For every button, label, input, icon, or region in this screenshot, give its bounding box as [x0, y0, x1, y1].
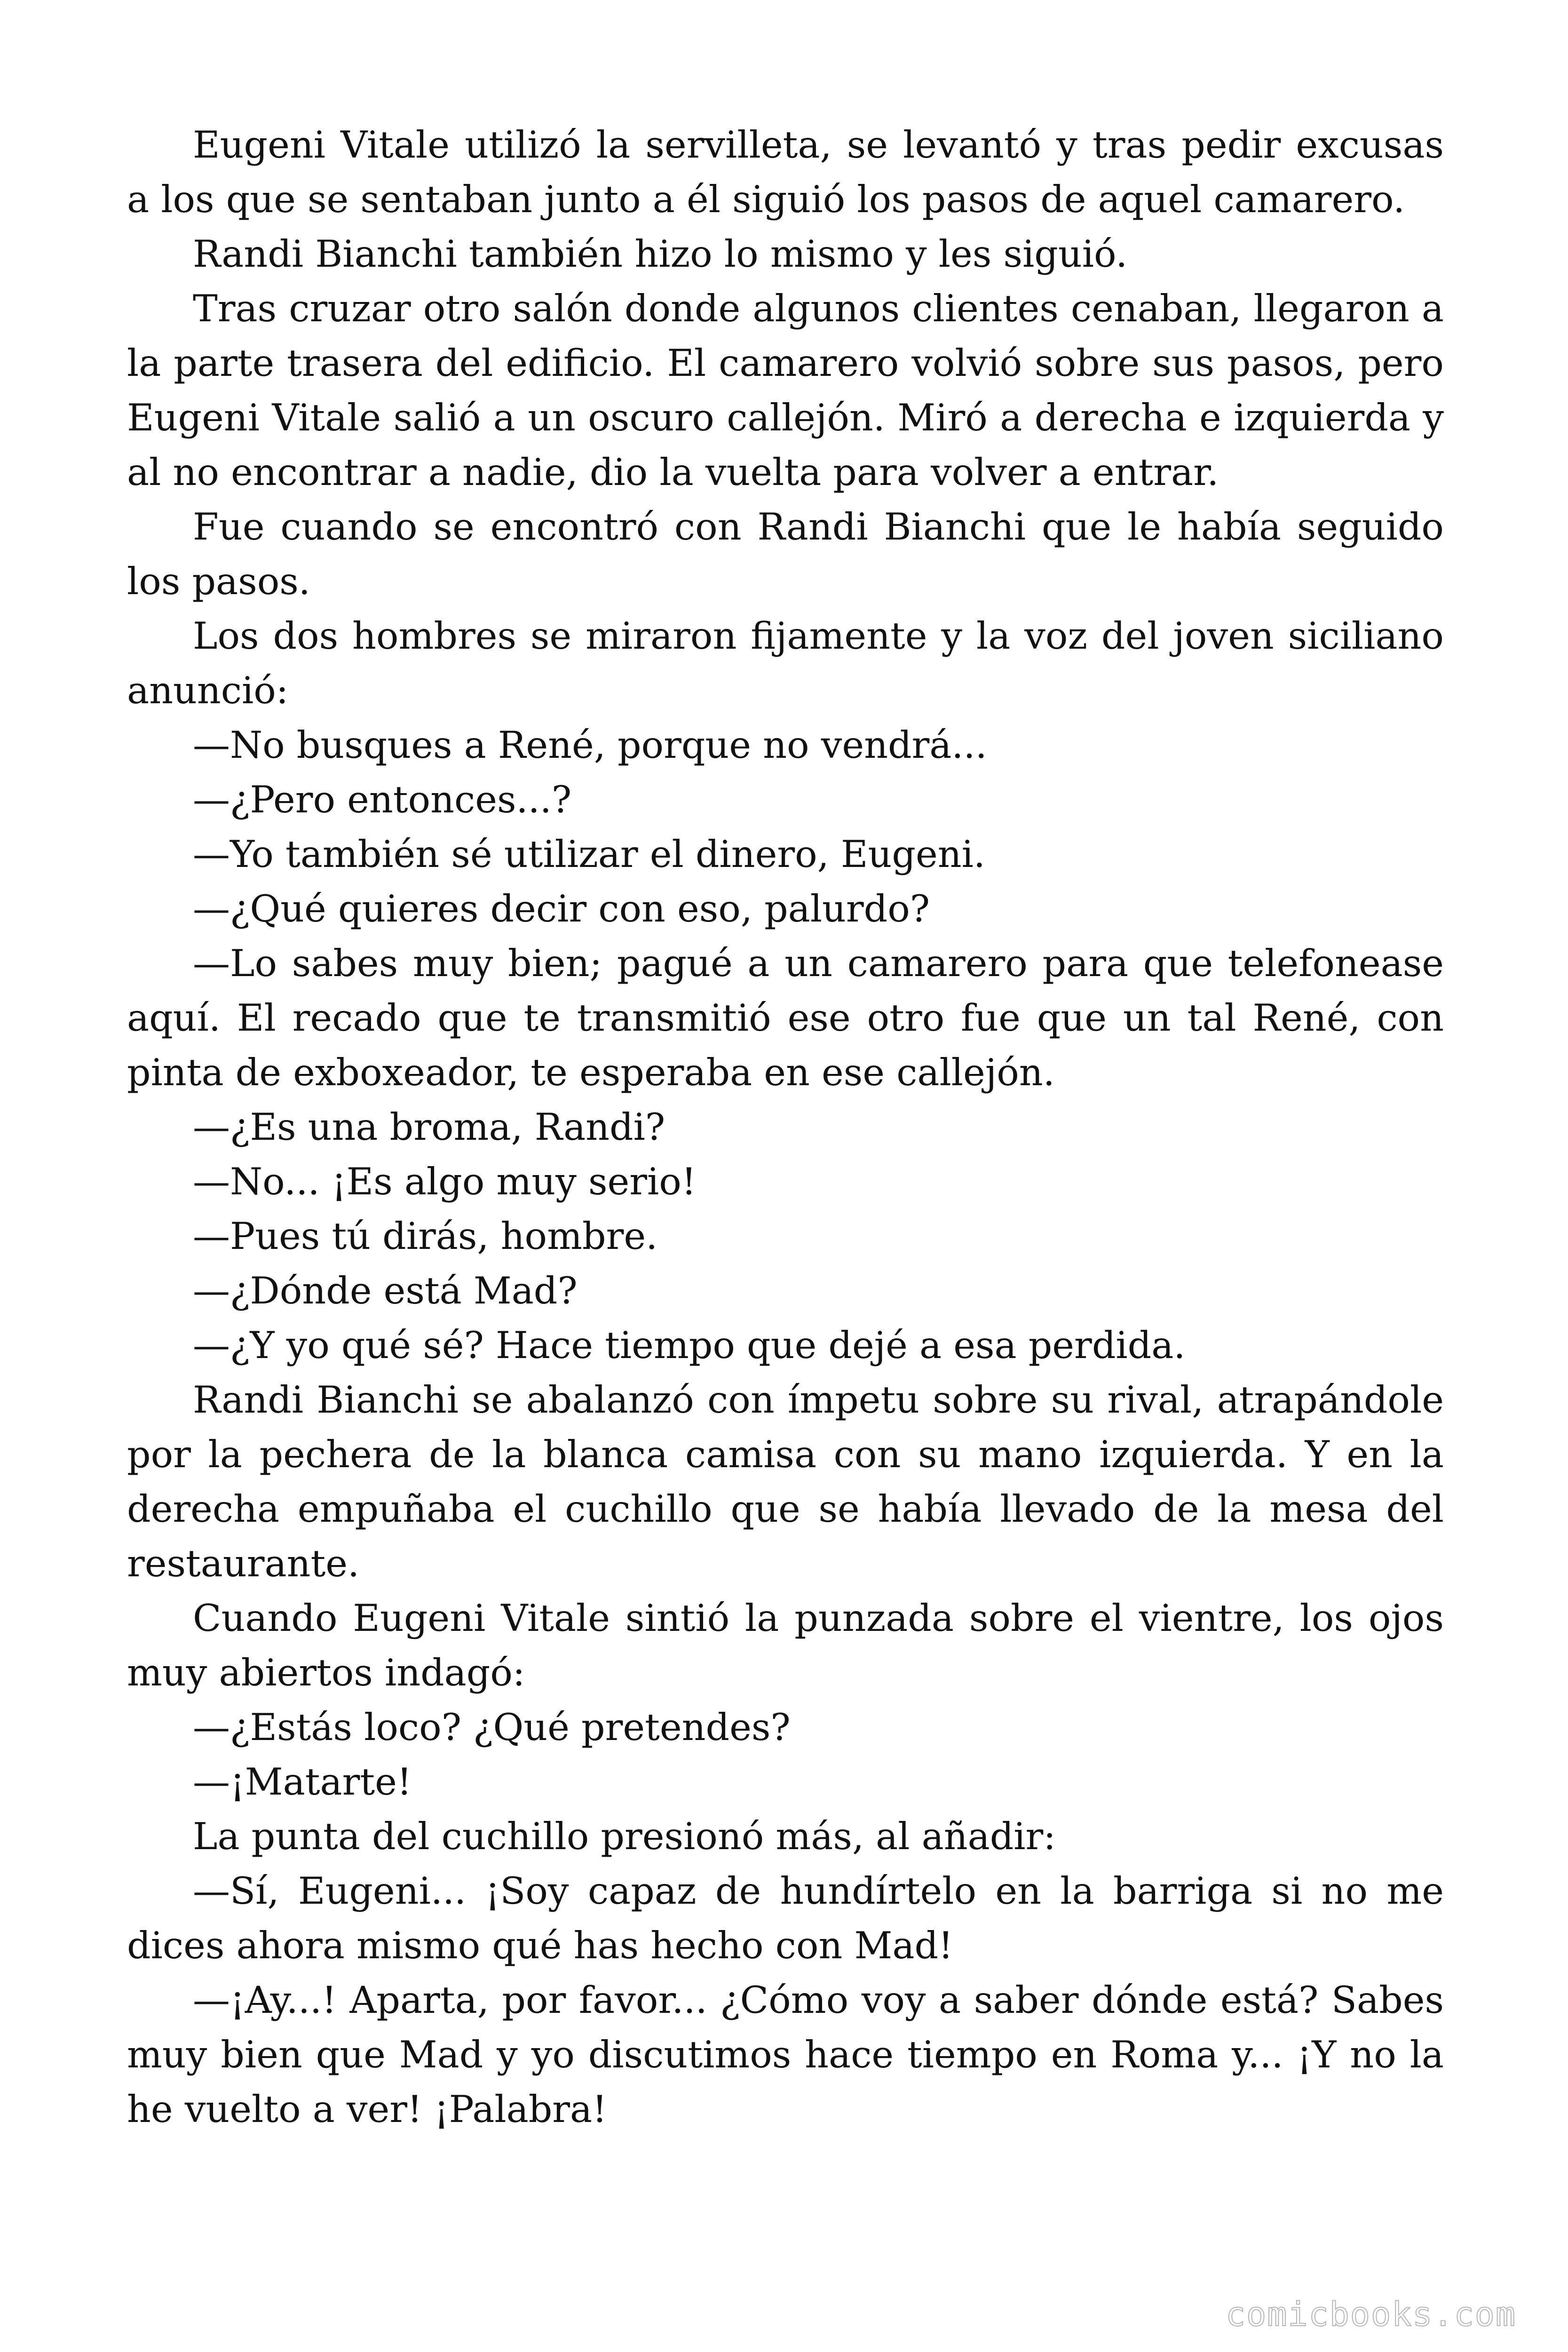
- dialogue-line: —No busques a René, porque no vendrá...: [193, 723, 987, 767]
- paragraph: La punta del cuchillo presionó más, al añadir:: [193, 1815, 1056, 1858]
- book-page-text: [127, 118, 1444, 2137]
- dialogue-line: —¿Y yo qué sé? Hace tiempo que dejé a esa perdida.: [193, 1324, 1186, 1367]
- dialogue-line: —Sí, Eugeni... ¡Soy capaz de hundírtelo en la barriga si no me dices ahora mismo qué has hecho con Mad!: [127, 1869, 1444, 1967]
- paragraph: Los dos hombres se miraron fijamente y la voz del joven siciliano anunció:: [127, 614, 1444, 712]
- paragraph: Fue cuando se encontró con Randi Bianchi que le había seguido los pasos.: [127, 505, 1444, 603]
- paragraph: Eugeni Vitale utilizó la servilleta, se levantó y tras pedir excusas a los que se sentaban junto a él siguió los pasos de aquel camarero.: [127, 123, 1444, 221]
- paragraph: Randi Bianchi también hizo lo mismo y les siguió.: [193, 232, 1128, 276]
- dialogue-line: —Lo sabes muy bien; pagué a un camarero para que telefonease aquí. El recado que te transmitió ese otro fue que un tal René, con pinta de exboxeador, te esperaba en ese callejón.: [127, 942, 1444, 1094]
- dialogue-line: —¿Pero entonces...?: [193, 778, 572, 821]
- dialogue-line: —¿Qué quieres decir con eso, palurdo?: [193, 887, 930, 930]
- paragraph: Tras cruzar otro salón donde algunos clientes cenaban, llegaron a la parte trasera del edificio. El camarero volvió sobre sus pasos, pero Eugeni Vitale salió a un oscuro callejón. Miró a derecha e izquierda y al no encontrar a nadie, dio la vuelta para volver a entrar.: [127, 287, 1444, 494]
- dialogue-line: —¿Estás loco? ¿Qué pretendes?: [193, 1706, 791, 1749]
- watermark: comicbooks.com: [1225, 2295, 1516, 2334]
- paragraph: Cuando Eugeni Vitale sintió la punzada sobre el vientre, los ojos muy abiertos indagó:: [127, 1597, 1444, 1694]
- dialogue-line: —¡Ay...! Aparta, por favor... ¿Cómo voy a saber dónde está? Sabes muy bien que Mad y yo discutimos hace tiempo en Roma y... ¡Y no la he vuelto a ver! ¡Palabra!: [127, 1979, 1444, 2131]
- paragraph: Randi Bianchi se abalanzó con ímpetu sobre su rival, atrapándole por la pechera de la blanca camisa con su mano izquierda. Y en la derecha empuñaba el cuchillo que se había llevado de la mesa del restaurante.: [127, 1378, 1444, 1585]
- dialogue-line: —Pues tú dirás, hombre.: [193, 1215, 658, 1258]
- dialogue-line: —¿Dónde está Mad?: [193, 1269, 578, 1312]
- dialogue-line: —Yo también sé utilizar el dinero, Eugeni.: [193, 833, 985, 876]
- dialogue-line: —No... ¡Es algo muy serio!: [193, 1160, 697, 1203]
- dialogue-line: —¿Es una broma, Randi?: [193, 1105, 665, 1149]
- dialogue-line: —¡Matarte!: [193, 1760, 412, 1804]
